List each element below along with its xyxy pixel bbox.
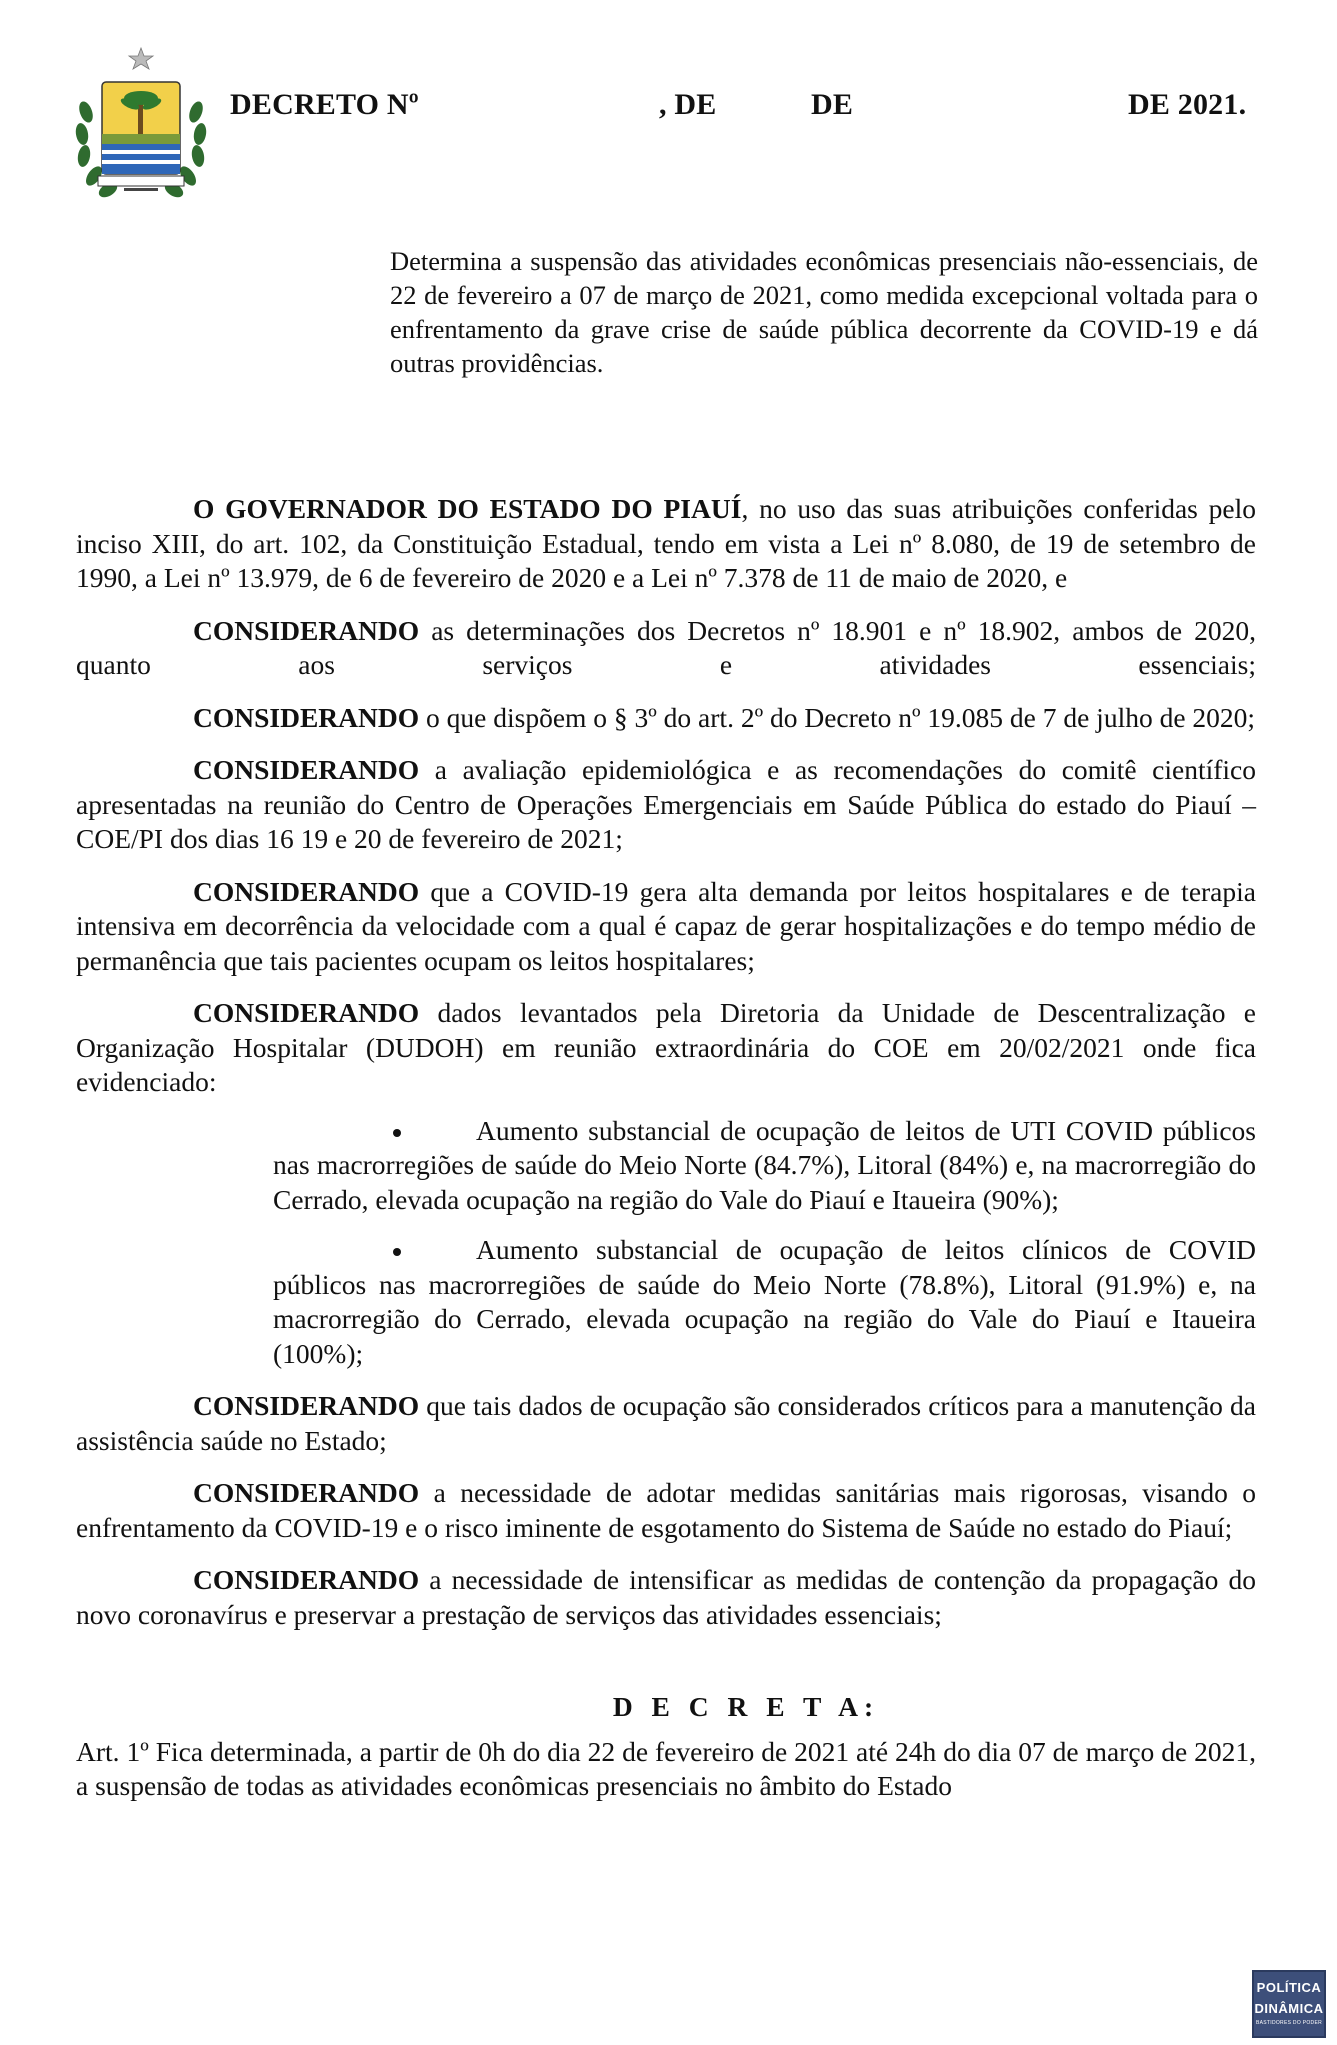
decree-day-label: , DE [659, 88, 717, 121]
watermark-line-3: BASTIDORES DO PODER [1256, 2020, 1322, 2026]
considerando-text: o que dispõem o § 3º do art. 2º do Decreto nº 19.085 de 7 de julho de 2020; [419, 701, 1256, 733]
considerando-text: a avaliação epidemiológica e as recomendações do comitê científico apresentadas na reunião do Centro de Operações Emergenciais em Saúde Pública do estado do Piauí – COE/PI dos dias 16 19 e 20 de fevereiro de 2021; [76, 754, 1256, 854]
considerando-paragraph [76, 1476, 1256, 1545]
considerando-text: a necessidade de adotar medidas sanitárias mais rigorosas, visando o enfrentamento da COVID-19 e o risco iminente de esgotamento do Sistema de Saúde no estado do Piauí; [76, 1477, 1256, 1543]
decree-summary: Determina a suspensão das atividades econômicas presenciais não-essenciais, de 22 de fevereiro a 07 de março de 2021, como medida excepcional voltada para o enfrentamento da grave crise de saúde pública decorrente da COVID-19 e dá outras providências. [390, 246, 1258, 378]
considerando-text: que tais dados de ocupação são considerados críticos para a manutenção da assistência saúde no Estado; [76, 1390, 1256, 1456]
watermark-line-1: POLÍTICA [1256, 1980, 1322, 1995]
politica-dinamica-watermark [1252, 1970, 1326, 2038]
bullet-text: Aumento substancial de ocupação de leitos de UTI COVID públicos nas macrorregiões de saúde do Meio Norte (84.7%), Litoral (84%) e, na macrorregião do Cerrado, elevada ocupação na região do Vale do Piauí e Itaueira (90%); [273, 1114, 1256, 1215]
considerando-paragraph [76, 701, 1256, 736]
preamble-lead: O GOVERNADOR DO ESTADO DO PIAUÍ [193, 493, 742, 524]
considerando-lead: CONSIDERANDO [193, 1390, 420, 1421]
preamble-paragraph [76, 492, 1256, 596]
considerando-paragraph [76, 996, 1256, 1100]
decree-year-label: DE 2021. [1128, 88, 1247, 121]
preamble-text: , no uso das suas atribuições conferidas pelo inciso XIII, do art. 102, da Constituição Estadual, tendo em vista a Lei nº 8.080, de 19 de setembro de 1990, a Lei nº 13.979, de 6 de fevereiro de 2020 e a Lei nº 7.378 de 11 de maio de 2020, e [76, 493, 1257, 593]
list-item [273, 1233, 1256, 1371]
watermark-line-2: DINÂMICA [1254, 2001, 1324, 2016]
considerando-paragraph [76, 1563, 1256, 1632]
considerando-lead: CONSIDERANDO [193, 614, 420, 646]
considerando-paragraph [76, 1389, 1256, 1458]
decree-body [76, 492, 1256, 1804]
occupation-bullet-list [76, 1114, 1256, 1372]
considerando-paragraph [76, 875, 1256, 979]
considerando-lead: CONSIDERANDO [193, 997, 420, 1028]
considerando-text: que a COVID-19 gera alta demanda por leitos hospitalares e de terapia intensiva em decorrência da velocidade com a qual é capaz de gerar hospitalizações e do tempo médio de permanência que tais pacientes ocupam os leitos hospitalares; [76, 875, 1256, 976]
piaui-coat-of-arms-icon [68, 42, 214, 206]
considerando-paragraph [76, 753, 1256, 857]
considerando-lead: CONSIDERANDO [193, 754, 420, 785]
bullet-text: Aumento substancial de ocupação de leitos clínicos de COVID públicos nas macrorregiões de saúde do Meio Norte (78.8%), Litoral (91.9%) e, na macrorregião do Cerrado, elevada ocupação na região do Vale do Piauí e Itaueira (100%); [273, 1234, 1256, 1369]
decree-month-label: DE [811, 88, 854, 121]
considerando-lead: CONSIDERANDO [193, 875, 420, 907]
considerando-text: dados levantados pela Diretoria da Unidade de Descentralização e Organização Hospitalar (DUDOH) em reunião extraordinária do COE em 20/02/2021 onde fica evidenciado: [76, 997, 1256, 1097]
decreta-heading: D E C R E T A: [612, 1691, 880, 1722]
considerando-lead: CONSIDERANDO [193, 1564, 420, 1595]
list-item [273, 1114, 1256, 1218]
article-1: Art. 1º Fica determinada, a partir de 0h do dia 22 de fevereiro de 2021 até 24h do dia 07 de março de 2021, a suspensão de todas as atividades econômicas presenciais no âmbito do Estado [76, 1735, 1256, 1801]
considerando-text: a necessidade de intensificar as medidas de contenção da propagação do novo coronavírus e preservar a prestação de serviços das atividades essenciais; [76, 1564, 1256, 1630]
considerando-lead: CONSIDERANDO [193, 1477, 420, 1508]
considerando-paragraph [76, 614, 1256, 683]
decree-number-label: DECRETO Nº [230, 88, 419, 121]
bullet-icon [393, 1129, 401, 1137]
considerando-text: as determinações dos Decretos nº 18.901 e nº 18.902, ambos de 2020, quanto aos serviços e atividades essenciais; [76, 614, 1256, 680]
bullet-icon [393, 1248, 401, 1256]
considerando-lead: CONSIDERANDO [193, 701, 420, 733]
